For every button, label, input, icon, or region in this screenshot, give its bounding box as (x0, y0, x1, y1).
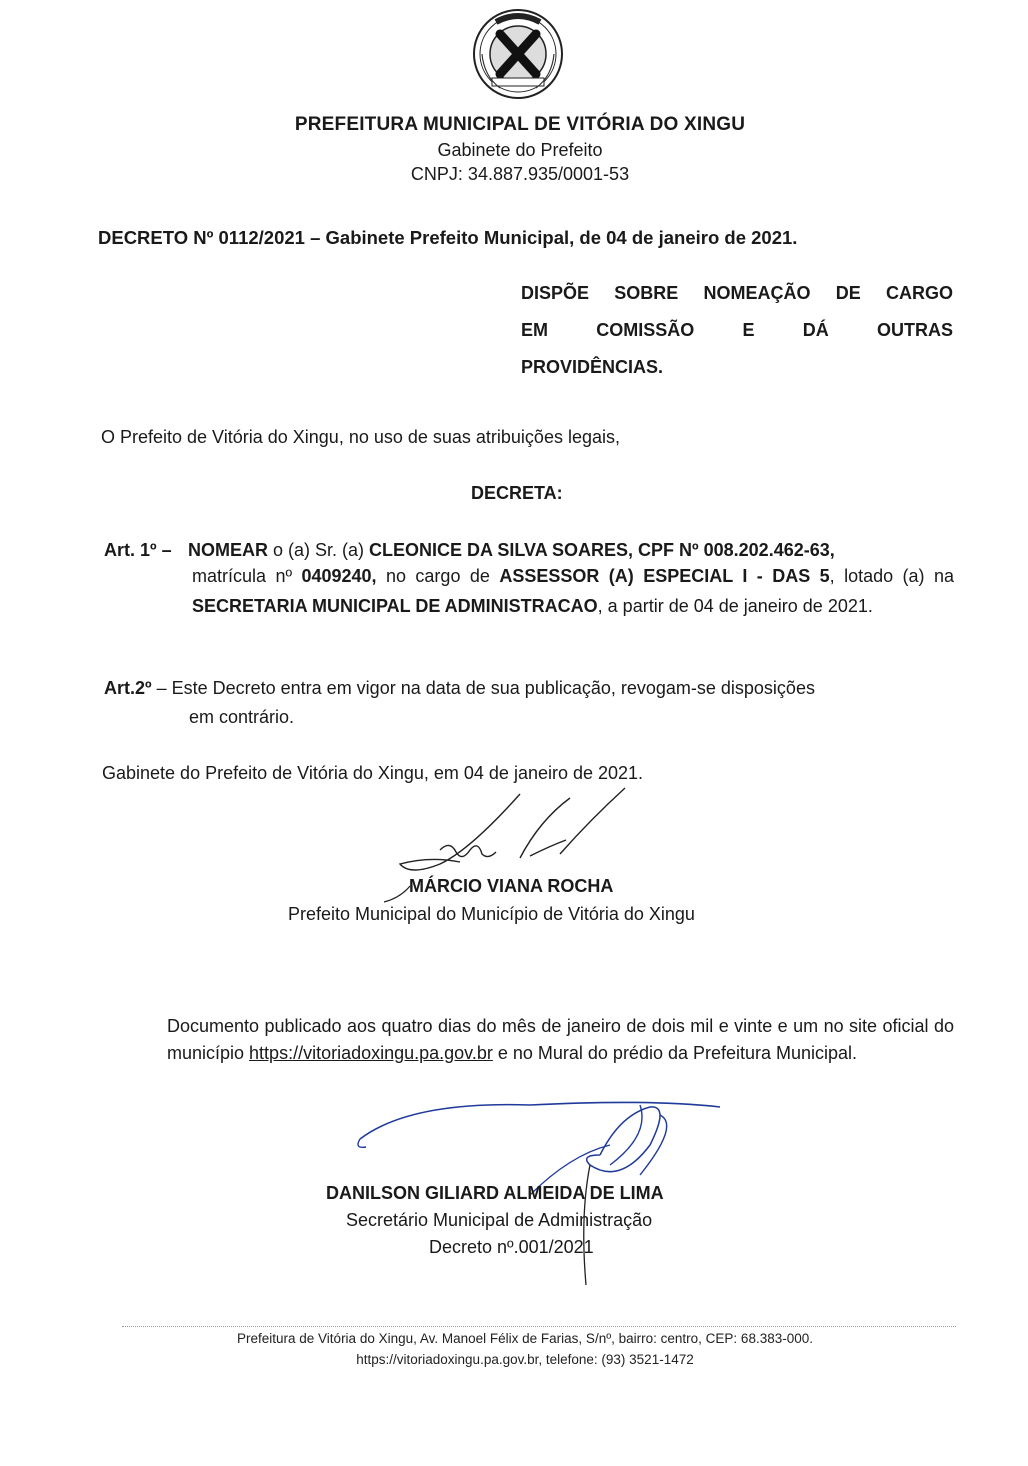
preamble: O Prefeito de Vitória do Xingu, no uso de suas atribuições legais, (101, 427, 620, 447)
art1-text: , lotado (a) na (829, 566, 954, 586)
cnpj: CNPJ: 34.887.935/0001-53 (410, 164, 630, 184)
mayor-role: Prefeito Municipal do Município de Vitória do Xingu (288, 904, 695, 924)
decree-heading: DECRETO Nº 0112/2021 – Gabinete Prefeito Municipal, de 04 de janeiro de 2021. (98, 227, 798, 248)
art1-verb: NOMEAR (188, 540, 268, 560)
city-hall-title: PREFEITURA MUNICIPAL DE VITÓRIA DO XINGU (294, 114, 746, 135)
art1-first-line (188, 537, 835, 564)
art1-label: Art. 1º – (104, 540, 172, 560)
art1-text: matrícula nº (192, 566, 302, 586)
art1-registration: 0409240, (301, 566, 377, 586)
secretary-decree-ref: Decreto nº.001/2021 (429, 1237, 594, 1257)
mayor-name: MÁRCIO VIANA ROCHA (409, 876, 614, 896)
office-name: Gabinete do Prefeito (437, 140, 603, 160)
publication-note (167, 1013, 954, 1067)
municipal-seal (470, 6, 566, 102)
decreta-heading: DECRETA: (471, 483, 563, 503)
ementa-line: EM COMISSÃO E DÁ OUTRAS (521, 320, 953, 340)
art1-text: o (a) Sr. (a) (268, 540, 370, 560)
art1-body (192, 562, 954, 621)
secretary-role: Secretário Municipal de Administração (346, 1210, 653, 1230)
ementa (521, 275, 953, 386)
art2-text: – Este Decreto entra em vigor na data de sua publicação, revogam-se disposições (151, 678, 815, 698)
footer-address: Prefeitura de Vitória do Xingu, Av. Manoel Félix de Farias, S/nº, bairro: centro, CEP: 68.383-000. (237, 1331, 813, 1346)
closing-line: Gabinete do Prefeito de Vitória do Xingu, em 04 de janeiro de 2021. (102, 763, 644, 783)
publication-text: Documento publicado aos quatro dias do mês de janeiro de dois mil e vinte e um no site oficial do município (167, 1016, 954, 1063)
municipal-website-link[interactable]: https://vitoriadoxingu.pa.gov.br (249, 1043, 493, 1063)
ementa-line: DISPÕE SOBRE NOMEAÇÃO DE CARGO (521, 283, 953, 303)
art2-label: Art.2º (104, 678, 152, 698)
art1-position: ASSESSOR (A) ESPECIAL I - DAS 5 (499, 566, 830, 586)
footer-contact: https://vitoriadoxingu.pa.gov.br, telefone: (93) 3521-1472 (356, 1352, 694, 1367)
footer-divider (122, 1326, 956, 1327)
ementa-line: PROVIDÊNCIAS. (521, 357, 664, 377)
art1-department: SECRETARIA MUNICIPAL DE ADMINISTRACAO (192, 595, 598, 616)
art2-text-cont: em contrário. (189, 707, 295, 727)
secretary-name: DANILSON GILIARD ALMEIDA DE LIMA (326, 1183, 664, 1203)
art1-name-cpf: CLEONICE DA SILVA SOARES, CPF Nº 008.202.462-63, (369, 540, 835, 560)
art1-text: no cargo de (376, 566, 500, 586)
publication-text: e no Mural do prédio da Prefeitura Municipal. (492, 1043, 858, 1063)
art1-text: , a partir de 04 de janeiro de 2021. (597, 595, 873, 616)
art2-first-line (104, 675, 954, 702)
